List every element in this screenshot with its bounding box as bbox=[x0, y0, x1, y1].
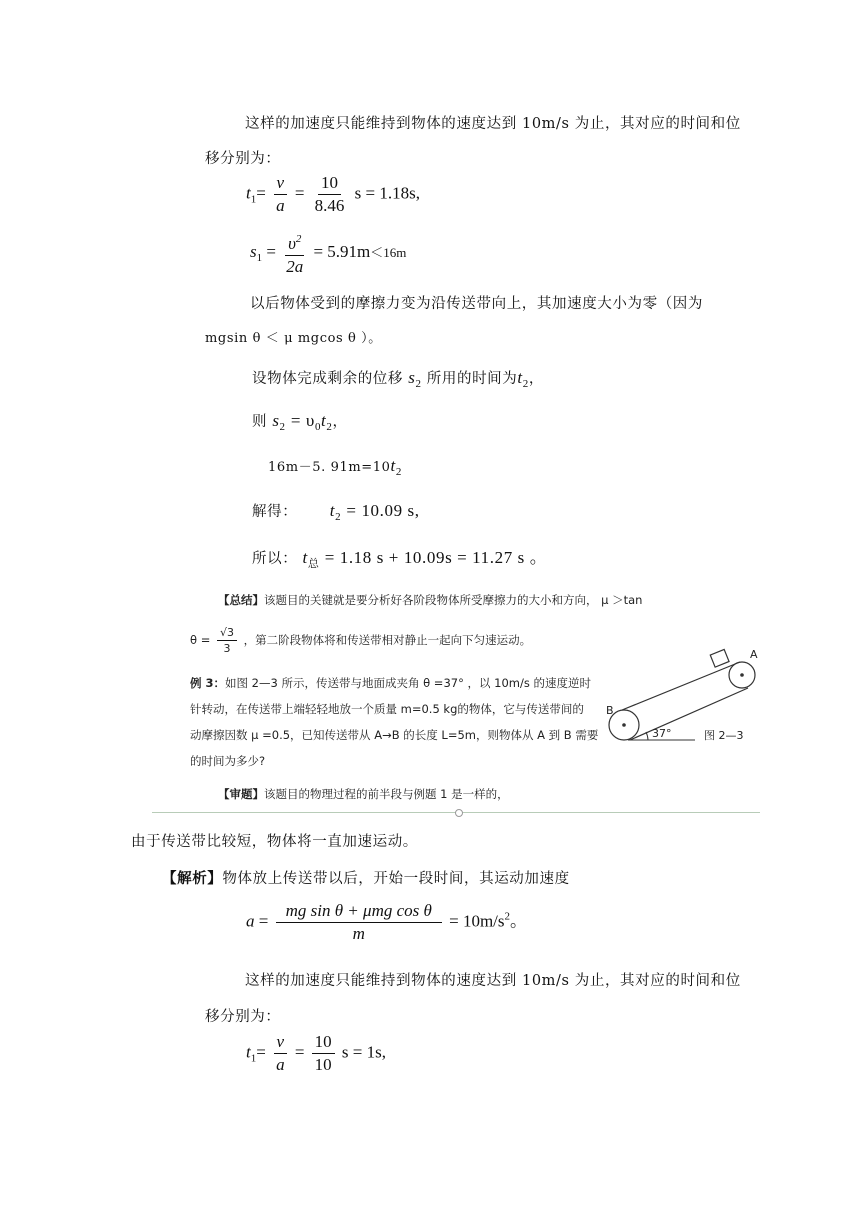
t2-subscript: 2 bbox=[335, 511, 342, 523]
frac-den-m: m bbox=[352, 924, 365, 943]
block-object bbox=[710, 649, 729, 667]
equation-t1: $t_1=$ $\frac{v}{a}$ = $\frac{10}{8.46}$ s = 1.18s, bbox=[246, 173, 420, 215]
t1-subscript: 1 bbox=[250, 193, 257, 206]
s1-comparison: ＜16m bbox=[370, 244, 407, 260]
t2-symbol: t bbox=[329, 501, 336, 520]
frac-den-a: a bbox=[276, 1055, 285, 1074]
review-line bbox=[218, 786, 509, 802]
paragraph-analysis bbox=[162, 867, 570, 888]
figure-caption: 图 2—3 bbox=[704, 729, 744, 742]
equation-total-time bbox=[252, 543, 547, 571]
t2-subscript: 2 bbox=[326, 421, 333, 433]
belt-top-line bbox=[622, 662, 740, 710]
fraction-sqrt3-over-3 bbox=[217, 625, 237, 656]
label-b: B bbox=[606, 704, 614, 717]
fraction-10-over-846 bbox=[312, 172, 348, 217]
example-line-1 bbox=[190, 675, 591, 691]
upsilon-symbol: υ bbox=[288, 234, 296, 253]
angle-arc bbox=[646, 732, 648, 740]
example-line-3: 动摩擦因数 μ =0.5，已知传送带从 A→B 的长度 L=5m，则物体从 A 到 B 需要 bbox=[190, 728, 599, 742]
summary-line-1 bbox=[218, 592, 642, 608]
t2-symbol: t bbox=[321, 411, 327, 430]
equation-s2 bbox=[252, 410, 348, 433]
remaining-expression: 16m－5. 91m=10 bbox=[268, 460, 391, 475]
equation-solution-t2 bbox=[252, 500, 420, 523]
equation-acceleration: a = $\frac{\text{mg sin θ + μmg cos θ}}{m}$ = $10m/s^2$。 bbox=[246, 901, 528, 943]
t1-symbol: t bbox=[246, 1042, 251, 1062]
equals-sign: = bbox=[256, 183, 266, 203]
upsilon-term: = υ bbox=[290, 411, 315, 430]
text-fragment: 解得： bbox=[252, 504, 298, 520]
summary-line-2 bbox=[190, 625, 531, 656]
t1-result: s = 1s, bbox=[341, 1042, 386, 1062]
review-text: 该题目的物理过程的前半段与例题 1 是一样的， bbox=[264, 787, 509, 801]
fraction-v-over-a bbox=[273, 1031, 288, 1076]
analysis-text: 物体放上传送带以后，开始一段时间，其运动加速度 bbox=[222, 871, 570, 887]
example-line-4: 的时间为多少? bbox=[190, 754, 266, 768]
pulley-a-axle bbox=[740, 673, 744, 677]
square-exponent: 2 bbox=[295, 233, 302, 245]
fraction-v2-over-2a bbox=[283, 228, 306, 278]
pulley-b-axle bbox=[622, 723, 626, 727]
t-total-subscript: 总 bbox=[307, 557, 320, 570]
paragraph-friction-change: 以后物体受到的摩擦力变为沿传送带向上，其加速度大小为零（因为 bbox=[250, 296, 703, 312]
text-fragment: 所以： bbox=[252, 551, 298, 567]
t2-symbol: t bbox=[517, 368, 523, 387]
text-fragment: 设物体完成剩余的位移 bbox=[252, 371, 403, 387]
frac-den-846: 8.46 bbox=[314, 196, 345, 215]
label-a: A bbox=[750, 648, 758, 661]
fraction-v-over-a bbox=[273, 172, 288, 217]
a-exponent: 2 bbox=[504, 910, 511, 923]
conveyor-belt-figure bbox=[600, 640, 770, 750]
paragraph-remaining-displacement bbox=[252, 367, 544, 390]
paragraph-inequality: mgsin θ ＜ μ mgcos θ ）。 bbox=[205, 331, 382, 346]
frac-den-2a: 2a bbox=[286, 257, 304, 276]
equation-s1: $s_1$ = $\frac{\upsilon^2}{2a}$ = 5.91m＜16m bbox=[250, 228, 406, 278]
paragraph-accel-limit-2: 这样的加速度只能维持到物体的速度达到 10m/s 为止，其对应的时间和位 bbox=[245, 973, 741, 989]
summary-text-2: ，第二阶段物体将和传送带相对静止一起向下匀速运动。 bbox=[243, 633, 532, 647]
label-angle: 37° bbox=[652, 727, 672, 740]
frac-num-10: 10 bbox=[318, 172, 341, 195]
text-fragment: 所用的时间为 bbox=[426, 371, 518, 387]
equals-sign: = bbox=[256, 1042, 266, 1062]
frac-num-sqrt3: √3 bbox=[217, 625, 237, 641]
frac-num-forces: mg sin θ + μmg cos θ bbox=[276, 900, 442, 923]
divider-marker bbox=[455, 809, 463, 817]
paragraph-accel-limit: 这样的加速度只能维持到物体的速度达到 10m/s 为止，其对应的时间和位 bbox=[245, 116, 741, 132]
frac-num-10: 10 bbox=[312, 1031, 335, 1054]
example-text-1: 如图 2—3 所示，传送带与地面成夹角 θ =37° ，以 10m/s 的速度逆时 bbox=[225, 676, 591, 690]
s1-subscript: 1 bbox=[256, 251, 263, 264]
frac-num-v: v bbox=[274, 1031, 288, 1054]
text-fragment: ， bbox=[528, 371, 544, 387]
paragraph-displacement-intro: 移分别为： bbox=[205, 151, 281, 167]
total-result: = 1.18 s + 10.09s = 11.27 s 。 bbox=[324, 548, 548, 567]
a-symbol: a bbox=[246, 911, 255, 931]
frac-den-3: 3 bbox=[223, 642, 231, 655]
theta-eq: θ = bbox=[190, 633, 211, 647]
a-result: = 10m/s bbox=[449, 911, 505, 931]
example-tag: 例 3： bbox=[190, 676, 226, 690]
equation-remaining bbox=[268, 456, 402, 478]
upsilon-subscript: 0 bbox=[314, 421, 322, 433]
summary-tag: 【总结】 bbox=[218, 593, 264, 607]
analysis-tag: 【解析】 bbox=[162, 870, 223, 887]
frac-den-10: 10 bbox=[314, 1055, 332, 1074]
fraction-10-over-10 bbox=[312, 1031, 335, 1076]
s2-symbol: s bbox=[408, 368, 416, 387]
fraction-acceleration bbox=[276, 900, 442, 945]
t2-result: = 10.09 s, bbox=[346, 501, 420, 520]
text-fragment: 则 bbox=[252, 414, 268, 430]
t2-subscript: 2 bbox=[395, 466, 402, 478]
s2-subscript: 2 bbox=[279, 421, 286, 433]
paragraph-displacement-intro-2: 移分别为： bbox=[205, 1009, 281, 1025]
t1-symbol: t bbox=[246, 183, 251, 203]
a-end: 。 bbox=[510, 911, 528, 931]
s2-subscript: 2 bbox=[415, 378, 422, 390]
equation-t1-second: $t_1=$ $\frac{v}{a}$ = $\frac{10}{10}$ s = 1s, bbox=[246, 1032, 386, 1074]
text-fragment: ， bbox=[332, 414, 348, 430]
t1-result: s = 1.18s, bbox=[354, 183, 420, 203]
t-total-symbol: t bbox=[302, 548, 308, 567]
s2-symbol: s bbox=[272, 411, 280, 430]
s1-symbol: s bbox=[250, 241, 257, 261]
summary-text: 该题目的关键就是要分析好各阶段物体所受摩擦力的大小和方向， μ ＞tan bbox=[264, 593, 643, 607]
paragraph-short-belt: 由于传送带比较短，物体将一直加速运动。 bbox=[131, 834, 418, 850]
frac-den-a: a bbox=[276, 196, 285, 215]
s1-result: = 5.91m bbox=[313, 241, 371, 261]
t2-subscript: 2 bbox=[522, 378, 529, 390]
review-tag: 【审题】 bbox=[218, 787, 264, 801]
example-line-2: 针转动，在传送带上端轻轻地放一个质量 m=0.5 kg的物体，它与传送带间的 bbox=[190, 702, 584, 716]
t2-symbol: t bbox=[390, 456, 396, 475]
frac-num-v: v bbox=[274, 172, 288, 195]
t1-subscript: 1 bbox=[250, 1052, 257, 1065]
